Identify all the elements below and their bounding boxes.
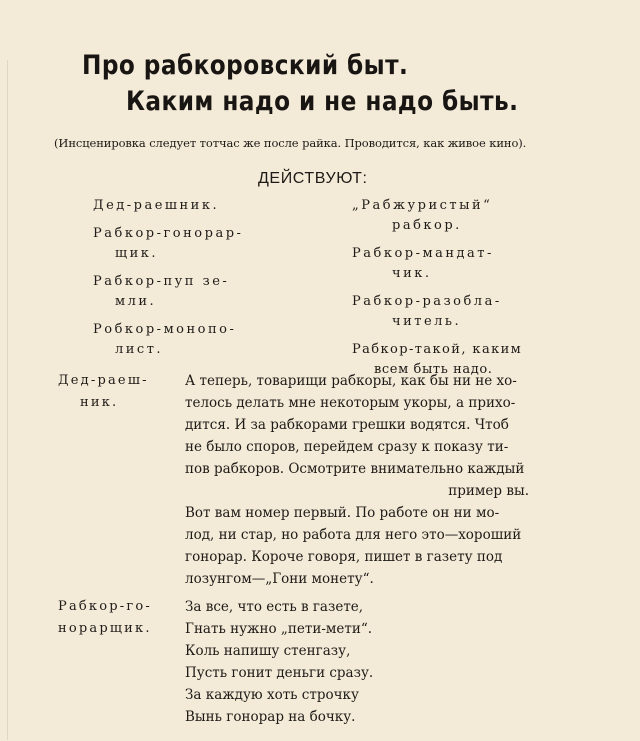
cast-name: Рабкор-пуп зе- xyxy=(93,274,230,289)
verse-line: За каждую хоть строчку xyxy=(185,687,359,703)
speech-block xyxy=(185,370,569,590)
speaker-label xyxy=(58,370,168,414)
speech-line: Вот вам номер первый. По работе он ни мо- xyxy=(185,505,500,521)
speech-line: А теперь, товарищи рабкоры, как бы ни не хо- xyxy=(185,373,517,389)
cast-item xyxy=(93,224,303,264)
cast-name: Рабкор-гонорар- xyxy=(93,226,244,241)
title-line-2: Каким надо и не надо быть. xyxy=(126,86,519,117)
cast-name-cont: чик. xyxy=(392,266,432,281)
speaker-name-cont: норарщик. xyxy=(58,621,152,636)
speaker-name: Рабкор-го- xyxy=(58,599,153,614)
verse-line: Коль напишу стенгазу, xyxy=(185,643,351,659)
cast-name: Рабкор-мандат- xyxy=(352,246,494,261)
cast-item xyxy=(352,244,562,284)
cast-name: Дед-раешник. xyxy=(93,198,220,213)
cast-item xyxy=(93,196,303,216)
cast-name-cont: лист. xyxy=(115,342,164,357)
stage-note: (Инсценировка следует тотчас же после райка. Проводится, как живое кино). xyxy=(54,136,527,150)
speech-line: дится. И за рабкорами грешки водятся. Чтоб xyxy=(185,417,509,433)
speech-line: не было споров, перейдем сразу к показу ти- xyxy=(185,439,509,455)
cast-item xyxy=(93,320,303,360)
verse-line: Гнать нужно „пети-мети“. xyxy=(185,621,373,637)
cast-item xyxy=(352,196,562,236)
speech-line: гонорар. Короче говоря, пишет в газету под xyxy=(185,549,503,565)
page-edge xyxy=(7,60,8,740)
cast-item xyxy=(352,292,562,332)
cast-item xyxy=(93,272,303,312)
cast-name-cont: рабкор. xyxy=(392,218,462,233)
speech-line: пов рабкоров. Осмотрите внимательно каждый xyxy=(185,461,525,477)
cast-name-cont: читель. xyxy=(392,314,462,329)
verse-line: Пусть гонит деньги сразу. xyxy=(185,665,374,681)
cast-name: Робкор-монопо- xyxy=(93,322,237,337)
cast-list-right xyxy=(352,196,562,388)
speech-line: телось делать мне некоторым укоры, а прихо- xyxy=(185,395,516,411)
speaker-label xyxy=(58,596,168,640)
cast-list-left xyxy=(93,196,303,368)
cast-name-cont: щик. xyxy=(115,246,159,261)
verse-block xyxy=(185,596,569,728)
verse-line: Вынь гонорар на бочку. xyxy=(185,709,356,725)
speech-line: лод, ни стар, но работа для него это—хороший xyxy=(185,527,522,543)
speech-line: лозунгом—„Гони монету“. xyxy=(185,571,374,587)
cast-name-cont: всем быть надо. xyxy=(374,362,493,377)
title-line-1: Про рабкоровский быт. xyxy=(82,50,409,81)
speaker-name-cont: ник. xyxy=(80,395,119,410)
cast-name: Рабкор-такой, каким xyxy=(352,342,523,357)
cast-name: „Рабжуристый“ xyxy=(352,198,493,213)
speaker-name: Дед-раеш- xyxy=(58,373,149,388)
cast-name-cont: мли. xyxy=(115,294,157,309)
cast-heading: ДЕЙСТВУЮТ: xyxy=(258,170,368,187)
cast-name: Рабкор-разобла- xyxy=(352,294,502,309)
speech-line: пример вы. xyxy=(448,483,529,499)
verse-line: За все, что есть в газете, xyxy=(185,599,364,615)
